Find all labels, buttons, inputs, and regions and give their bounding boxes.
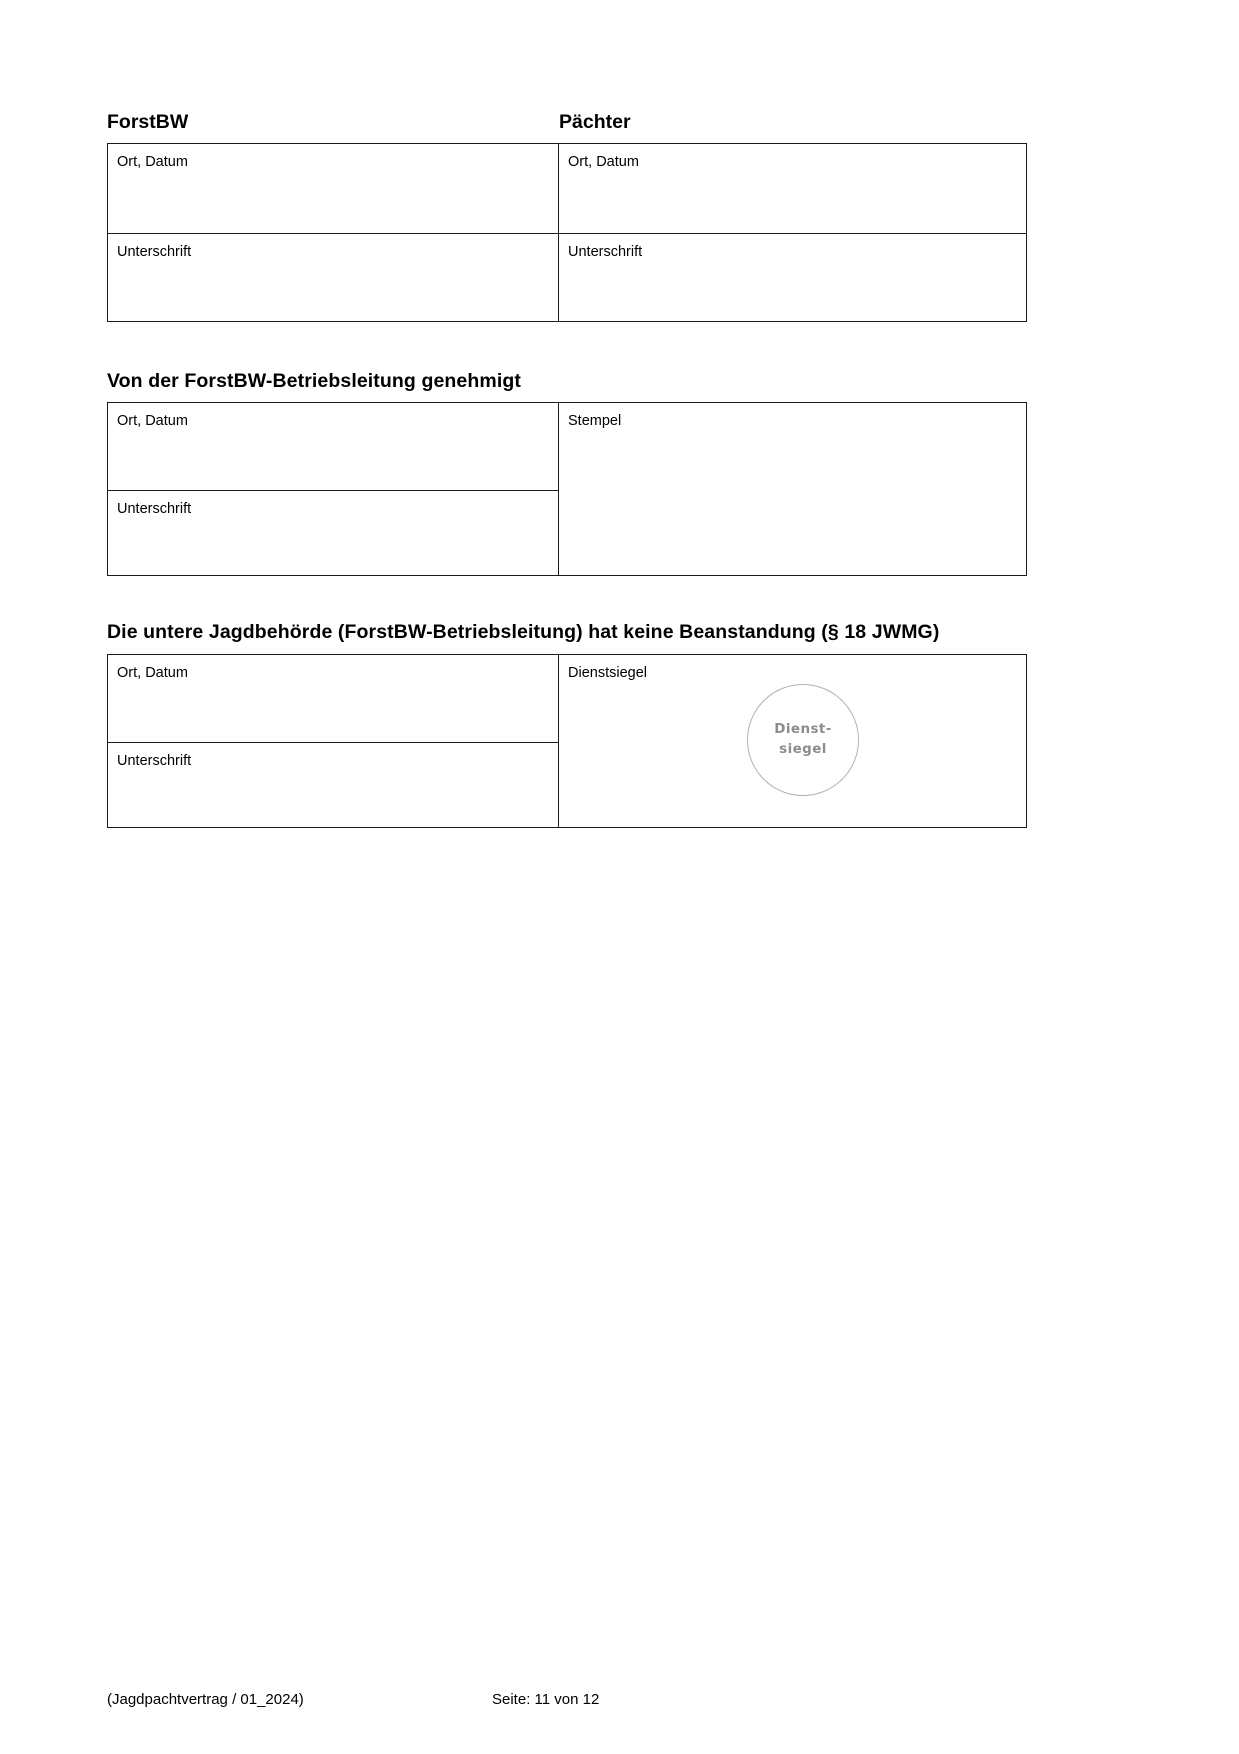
cell-paechter-unterschrift[interactable] (559, 234, 1027, 322)
cell-authority-unterschrift[interactable] (108, 743, 559, 828)
page-footer (107, 1688, 1132, 1712)
cell-label: Unterschrift (117, 753, 192, 769)
cell-paechter-ort-datum[interactable] (559, 144, 1027, 234)
cell-approval-ort-datum[interactable] (108, 403, 559, 491)
cell-authority-ort-datum[interactable] (108, 655, 559, 743)
cell-forstbw-ort-datum[interactable] (108, 144, 559, 234)
table-row (108, 655, 1027, 743)
official-seal-placeholder (747, 684, 859, 796)
table-row (108, 234, 1027, 322)
cell-label: Unterschrift (568, 244, 643, 260)
cell-label: Dienstsiegel (568, 665, 647, 681)
heading-authority: Die untere Jagdbehörde (ForstBW-Betriebsleitung) hat keine Beanstandung (§ 18 JWMG) (107, 621, 940, 643)
heading-forstbw: ForstBW (107, 111, 189, 133)
cell-label: Stempel (568, 413, 622, 429)
footer-page-number: Seite: 11 von 12 (492, 1691, 600, 1708)
footer-document-reference: (Jagdpachtvertrag / 01_2024) (107, 1691, 304, 1708)
table-row (108, 403, 1027, 491)
signature-table-parties (107, 143, 1027, 322)
cell-forstbw-unterschrift[interactable] (108, 234, 559, 322)
seal-line-2: siegel (779, 741, 827, 757)
cell-label: Unterschrift (117, 244, 192, 260)
cell-label: Ort, Datum (117, 665, 188, 681)
cell-authority-dienstsiegel[interactable] (559, 655, 1027, 828)
cell-label: Unterschrift (117, 501, 192, 517)
seal-line-1: Dienst- (774, 721, 832, 738)
table-row (108, 144, 1027, 234)
heading-approval: Von der ForstBW-Betriebsleitung genehmigt (107, 370, 521, 392)
cell-label: Ort, Datum (117, 413, 188, 429)
cell-label: Ort, Datum (117, 154, 188, 170)
cell-approval-stempel[interactable] (559, 403, 1027, 576)
heading-paechter: Pächter (559, 111, 631, 133)
approval-table (107, 402, 1027, 576)
cell-label: Ort, Datum (568, 154, 639, 170)
cell-approval-unterschrift[interactable] (108, 491, 559, 576)
authority-table (107, 654, 1027, 828)
